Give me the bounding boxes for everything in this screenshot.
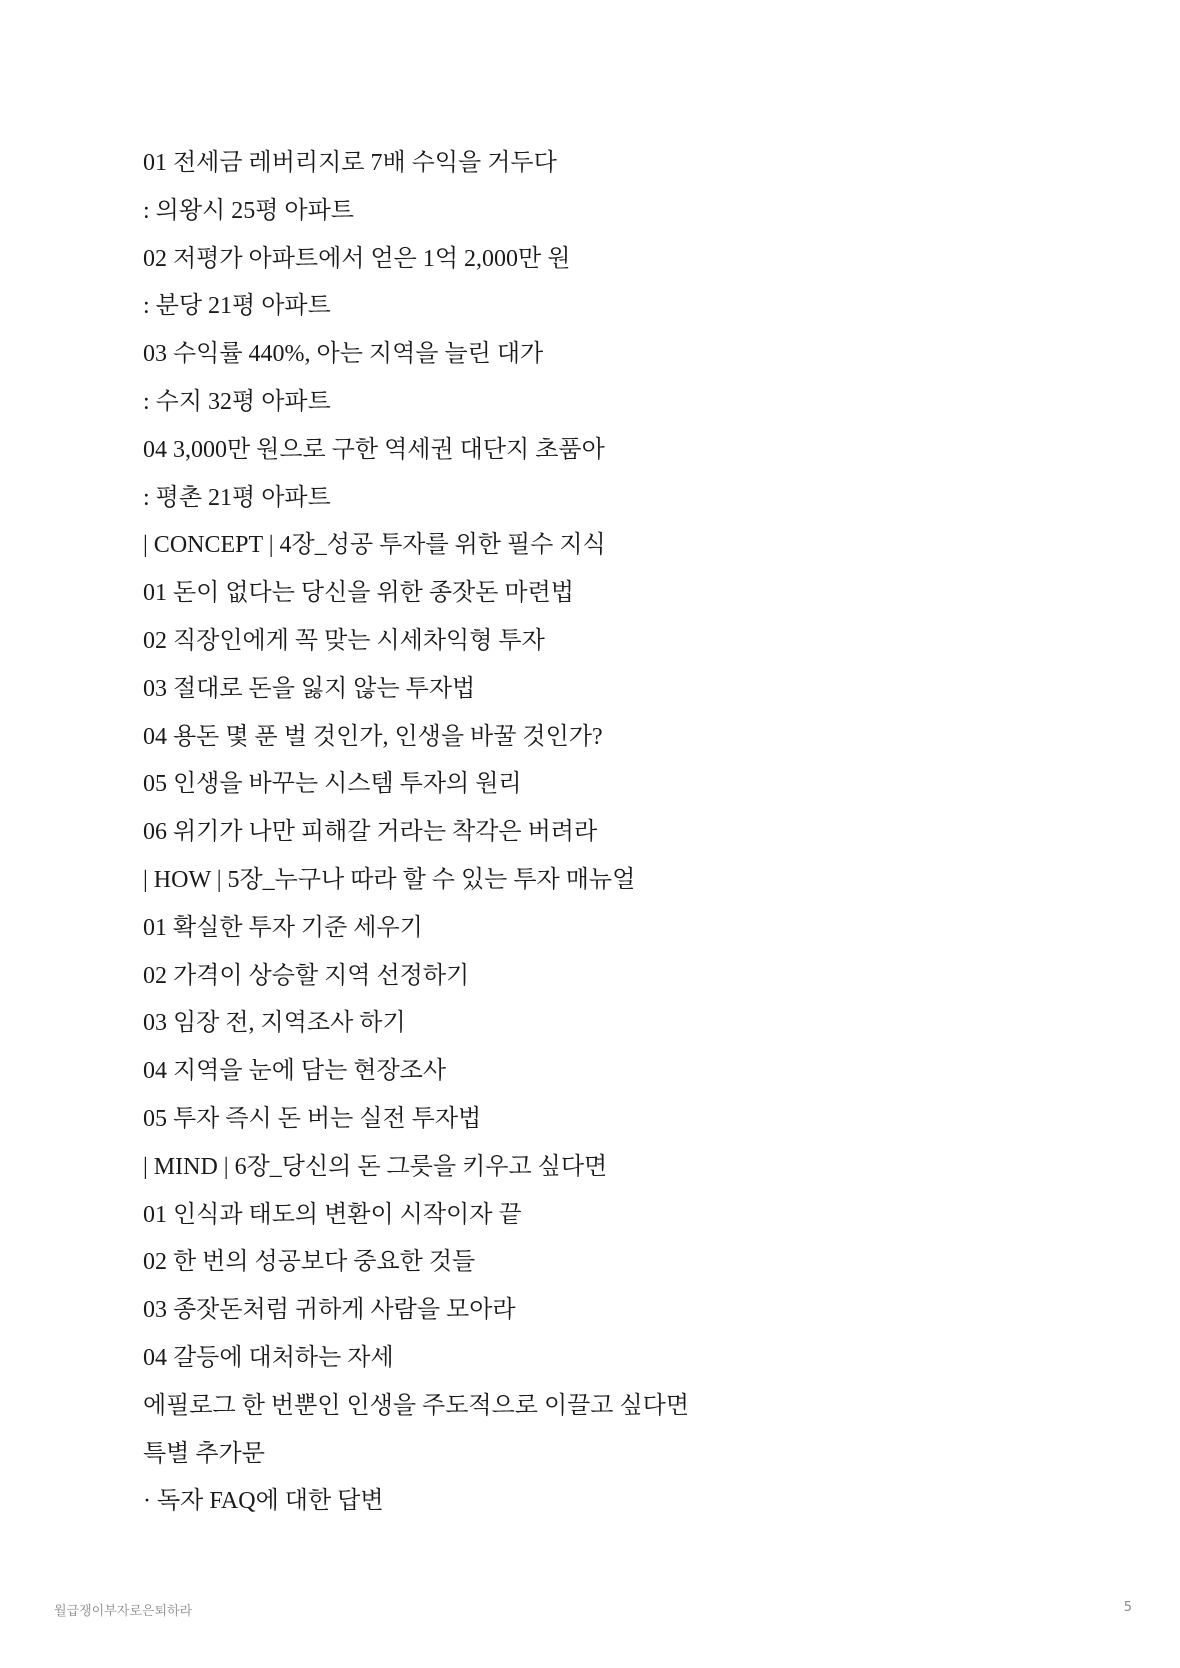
toc-epilogue: 에필로그 한 번뿐인 인생을 주도적으로 이끌고 싶다면 xyxy=(143,1392,690,1419)
toc-line: 02 저평가 아파트에서 얻은 1억 2,000만 원 xyxy=(143,245,571,272)
toc-line: 04 3,000만 원으로 구한 역세권 대단지 초품아 xyxy=(143,436,605,463)
toc-appendix: 특별 추가문 xyxy=(143,1440,265,1467)
toc-line: 03 종잣돈처럼 귀하게 사람을 모아라 xyxy=(143,1297,516,1324)
toc-line: 05 인생을 바꾸는 시스템 투자의 원리 xyxy=(143,771,522,798)
toc-line: 04 지역을 눈에 담는 현장조사 xyxy=(143,1058,447,1085)
toc-line: : 평촌 21평 아파트 xyxy=(143,484,331,511)
toc-line: 02 가격이 상승할 지역 선정하기 xyxy=(143,962,470,989)
toc-line: 03 임장 전, 지역조사 하기 xyxy=(143,1010,406,1037)
table-of-contents xyxy=(143,140,1083,1526)
toc-line: : 수지 32평 아파트 xyxy=(143,388,331,415)
toc-line: 03 절대로 돈을 잃지 않는 투자법 xyxy=(143,675,476,702)
toc-line: 03 수익률 440%, 아는 지역을 늘린 대가 xyxy=(143,341,544,368)
toc-line: 06 위기가 나만 피해갈 거라는 착각은 버려라 xyxy=(143,819,598,846)
toc-line: 04 갈등에 대처하는 자세 xyxy=(143,1344,394,1371)
toc-line: 01 돈이 없다는 당신을 위한 종잣돈 마련법 xyxy=(143,580,574,607)
toc-line: 01 인식과 태도의 변환이 시작이자 끝 xyxy=(143,1201,522,1228)
toc-line: : 분당 21평 아파트 xyxy=(143,293,331,320)
footer-book-title: 월급쟁이부자로은퇴하라 xyxy=(54,1604,193,1619)
toc-section-heading: | CONCEPT | 4장_성공 투자를 위한 필수 지식 xyxy=(143,532,606,559)
toc-line: 02 한 번의 성공보다 중요한 것들 xyxy=(143,1249,476,1276)
toc-line: 01 확실한 투자 기준 세우기 xyxy=(143,914,423,941)
toc-line: : 의왕시 25평 아파트 xyxy=(143,197,354,224)
toc-section-heading: | MIND | 6장_당신의 돈 그릇을 키우고 싶다면 xyxy=(143,1153,608,1180)
page-number: 5 xyxy=(1123,1600,1132,1615)
toc-line: 04 용돈 몇 푼 벌 것인가, 인생을 바꿀 것인가? xyxy=(143,723,603,750)
page-footer xyxy=(0,1600,1180,1624)
toc-line: 02 직장인에게 꼭 맞는 시세차익형 투자 xyxy=(143,627,545,654)
toc-line: 05 투자 즉시 돈 버는 실전 투자법 xyxy=(143,1105,482,1132)
toc-line: · 독자 FAQ에 대한 답변 xyxy=(143,1488,384,1515)
toc-line: 01 전세금 레버리지로 7배 수익을 거두다 xyxy=(143,150,557,176)
toc-section-heading: | HOW | 5장_누구나 따라 할 수 있는 투자 매뉴얼 xyxy=(143,866,636,893)
